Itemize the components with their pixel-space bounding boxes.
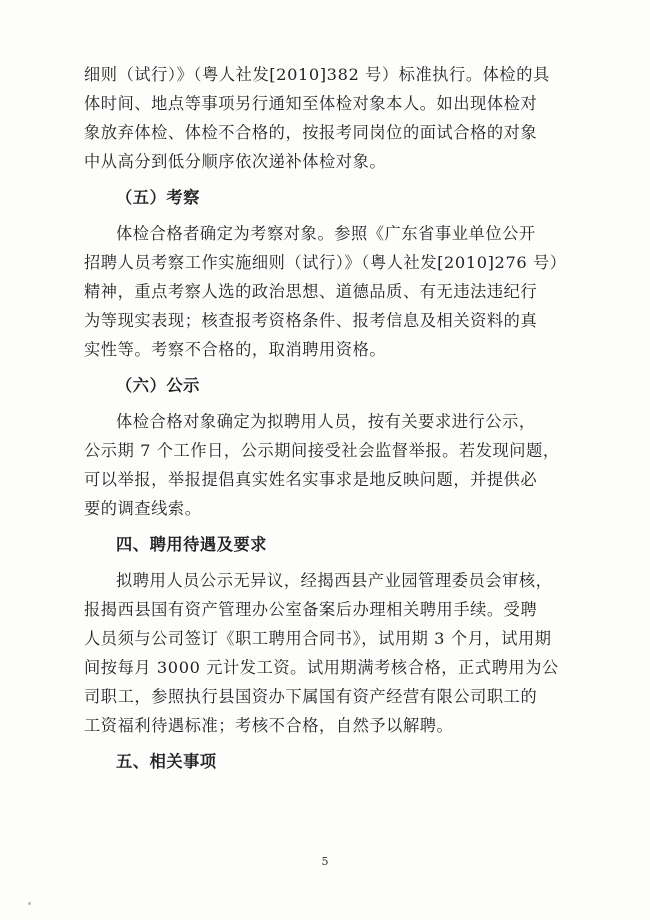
text-line: 体检合格对象确定为拟聘用人员，按有关要求进行公示， <box>116 412 536 431</box>
page-content <box>84 60 584 776</box>
text-line: 招聘人员考察工作实施细则（试行）》（粤人社发[2010]276 号） <box>84 253 567 272</box>
text-line: 精神，重点考察人选的政治思想、道德品质、有无违法违纪行 <box>84 282 538 301</box>
text-line: 实性等。考察不合格的，取消聘用资格。 <box>84 340 387 359</box>
text-line: 要的调查线索。 <box>84 499 202 518</box>
text-line: 体检合格者确定为考察对象。参照《广东省事业单位公开 <box>116 224 536 243</box>
page-number: 5 <box>321 855 329 868</box>
text-line: 细则（试行）》（粤人社发[2010]382 号）标准执行。体检的具 <box>84 65 550 84</box>
text-line: 象放弃体检、体检不合格的，按报考同岗位的面试合格的对象 <box>84 123 538 142</box>
section-heading-publicity: （六）公示 <box>116 376 200 395</box>
text-line: 报揭西县国有资产管理办公室备案后办理相关聘用手续。受聘 <box>84 600 538 619</box>
text-line: 拟聘用人员公示无异议，经揭西县产业园管理委员会审核， <box>116 571 553 590</box>
section-heading-inspection: （五）考察 <box>116 188 200 207</box>
paragraph-physical-exam <box>84 60 584 176</box>
text-line: 可以举报，举报提倡真实姓名实事求是地反映问题，并提供必 <box>84 470 538 489</box>
text-line: 为等现实表现；核查报考资格条件、报考信息及相关资料的真 <box>84 311 538 330</box>
text-line: 间按每月 3000 元计发工资。试用期满考核合格，正式聘用为公 <box>84 658 559 677</box>
text-line: 体时间、地点等事项另行通知至体检对象本人。如出现体检对 <box>84 94 538 113</box>
section-heading-employment-terms: 四、聘用待遇及要求 <box>116 535 268 554</box>
paragraph-publicity <box>84 407 584 523</box>
text-line: 人员须与公司签订《职工聘用合同书》，试用期 3 个月，试用期 <box>84 629 552 648</box>
text-line: 中从高分到低分顺序依次递补体检对象。 <box>84 152 387 171</box>
paragraph-employment-terms <box>84 566 584 740</box>
text-line: 工资福利待遇标准；考核不合格，自然予以解聘。 <box>84 716 454 735</box>
text-line: 公示期 7 个工作日，公示期间接受社会监督举报。若发现问题， <box>84 441 560 460</box>
text-line: 司职工，参照执行县国资办下属国有资产经营有限公司职工的 <box>84 687 538 706</box>
section-heading-related-matters: 五、相关事项 <box>116 752 217 771</box>
scan-speck <box>28 902 31 905</box>
paragraph-inspection <box>84 219 584 364</box>
